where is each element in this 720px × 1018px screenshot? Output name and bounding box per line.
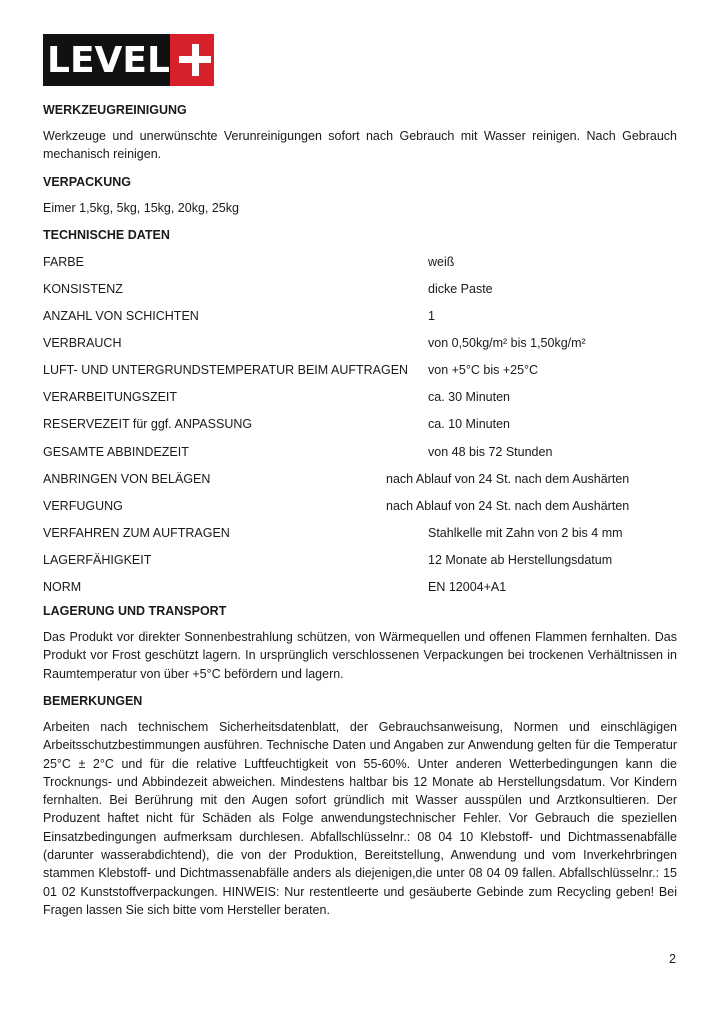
heading-tool-cleaning: WERKZEUGREINIGUNG	[43, 103, 187, 117]
text-remarks: Arbeiten nach technischem Sicherheitsdatenblatt, der Gebrauchsanweisung, Normen und einschlägigen Arbeitsschutzbestimmungen ausführen. Technische Daten und Angaben zur Anwendung gelten für die Temperatur 25°C ± 2°C und für die relative Luftfeuchtigkeit von 55-60%. Unter anderen Wetterbedingungen kann die Trocknungs- und Abbindezeit abweichen. Mindestens haltbar bis 12 Monate ab Herstellungsdatum. Vor Kindern fernhalten. Bei Berührung mit den Augen sofort gründlich mit Wasser ausspülen und Arztkonsultieren. Der Produzent haftet nicht für Schäden als Folge anwendungstechnischer Fehler. Vor Gebrauch die speziellen Einsatzbedingungen aufmerksam durchlesen. Abfallschlüsselnr.: 08 04 10 Klebstoff- und Dichtmassenabfälle (darunter wasserabdichtend), die von der Produktion, Bereitstellung, Anwendung und vom Inverkehrbringen stammen Klebstoff- und Dichtmassenabfälle anders als diejenigen,die unter 08 04 09 fallen. Abfallschlüsselnr.: 15 01 02 Kunststoffverpackungen. HINWEIS: Nur restentleerte und gesäuberte Gebinde zum Recycling geben! Bei Fragen lassen Sie sich bitte vom Hersteller beraten.	[43, 720, 677, 917]
spec-row	[43, 303, 677, 330]
spec-key: LUFT- UND UNTERGRUNDSTEMPERATUR BEIM AUFTRAGEN	[43, 363, 409, 378]
spec-key: NORM	[43, 580, 82, 595]
spec-row	[43, 276, 677, 303]
spec-row	[43, 520, 677, 547]
spec-key: GESAMTE ABBINDEZEIT	[43, 444, 189, 459]
spec-key: VERFUGUNG	[43, 498, 123, 513]
spec-row	[43, 493, 677, 520]
heading-technical-data: TECHNISCHE DATEN	[43, 227, 170, 242]
spec-value: 1	[428, 309, 435, 324]
spec-key: VERFAHREN ZUM AUFTRAGEN	[43, 525, 230, 540]
heading-packaging: VERPACKUNG	[43, 174, 131, 189]
spec-key: KONSISTENZ	[43, 281, 123, 296]
spec-key: FARBE	[43, 254, 84, 269]
spec-key: ANZAHL VON SCHICHTEN	[43, 309, 199, 324]
spec-key: VERARBEITUNGSZEIT	[43, 390, 178, 405]
spec-value: von 48 bis 72 Stunden	[428, 444, 553, 459]
spec-row	[43, 384, 677, 411]
spec-value: ca. 10 Minuten	[428, 417, 510, 432]
text-packaging: Eimer 1,5kg, 5kg, 15kg, 20kg, 25kg	[43, 200, 239, 215]
spec-key: VERBRAUCH	[43, 336, 122, 351]
spec-row	[43, 357, 677, 384]
spec-value: weiß	[428, 254, 455, 269]
spec-key: RESERVEZEIT für ggf. ANPASSUNG	[43, 417, 253, 432]
spec-row	[43, 466, 677, 493]
spec-row	[43, 330, 677, 357]
spec-value: von 0,50kg/m² bis 1,50kg/m²	[428, 336, 586, 351]
spec-row	[43, 574, 677, 601]
technical-data-table	[43, 249, 677, 601]
spec-value: von +5°C bis +25°C	[428, 363, 539, 378]
spec-value: ca. 30 Minuten	[428, 390, 510, 405]
logo-text: LEVEL	[47, 39, 170, 81]
text-tool-cleaning: Werkzeuge und unerwünschte Verunreinigungen sofort nach Gebrauch mit Wasser reinigen. Nach Gebrauch mechanisch reinigen.	[43, 129, 677, 162]
spec-row	[43, 249, 677, 276]
spec-value: nach Ablauf von 24 St. nach dem Aushärten	[386, 498, 630, 513]
document-body	[43, 100, 677, 919]
plus-icon	[170, 34, 214, 86]
spec-value: EN 12004+A1	[428, 580, 507, 595]
spec-value: 12 Monate ab Herstellungsdatum	[428, 552, 613, 567]
spec-row	[43, 411, 677, 438]
spec-row	[43, 547, 677, 574]
text-storage: Das Produkt vor direkter Sonnenbestrahlung schützen, von Wärmequellen und offenen Flammen fernhalten. Das Produkt vor Frost geschützt lagern. In ursprünglich verschlossenen Verpackungen bei trockenen Verhältnissen in Raumtemperatur von über +5°C befördern und lagern.	[43, 630, 677, 681]
heading-remarks: BEMERKUNGEN	[43, 694, 143, 708]
heading-storage: LAGERUNG UND TRANSPORT	[43, 604, 227, 619]
spec-value: nach Ablauf von 24 St. nach dem Aushärten	[386, 471, 630, 486]
spec-key: LAGERFÄHIGKEIT	[43, 552, 152, 567]
spec-value: Stahlkelle mit Zahn von 2 bis 4 mm	[428, 525, 623, 540]
spec-key: ANBRINGEN VON BELÄGEN	[43, 471, 211, 486]
page-number: 2	[669, 952, 676, 966]
spec-value: dicke Paste	[428, 281, 493, 296]
spec-row	[43, 439, 677, 466]
level-plus-logo	[43, 34, 214, 86]
